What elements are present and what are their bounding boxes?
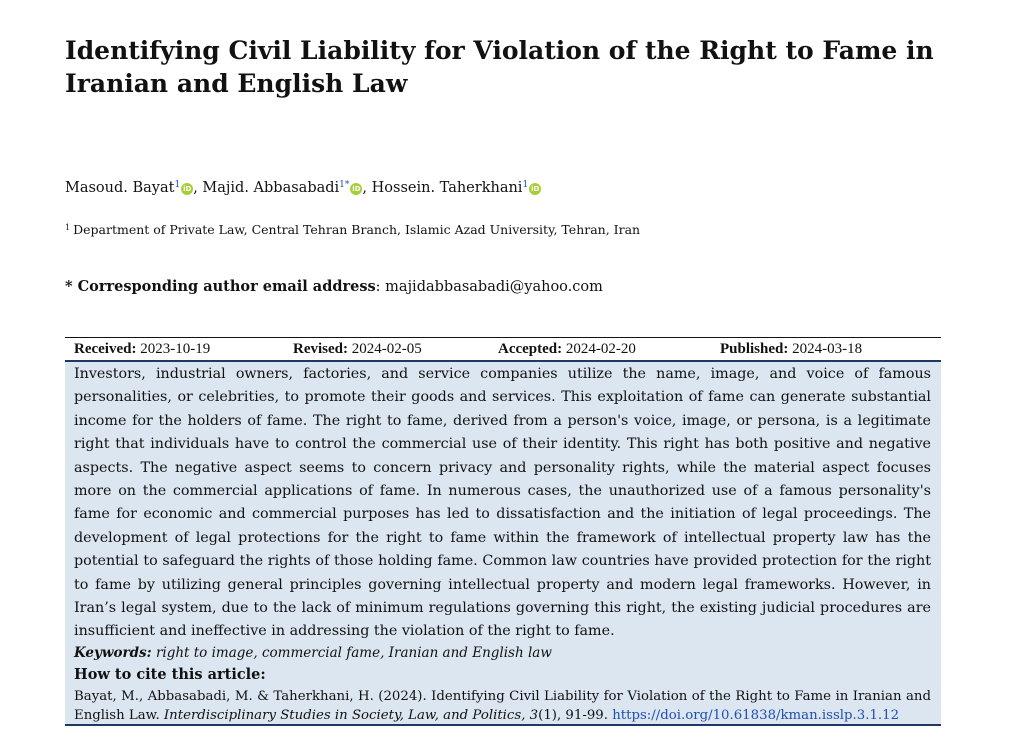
author-list: Masoud. Bayat$^1$ iD , Majid. Abbasabadi$^{1*}$ iD , Hossein. Taherkhani$^1$ iD <box>65 180 540 196</box>
citation <box>74 688 931 725</box>
date-value: 2024-02-05 <box>351 341 422 357</box>
citation-journal: Interdisciplinary Studies in Society, Law, and Politics, 3 <box>163 707 539 723</box>
received-date <box>74 341 210 358</box>
citation-issue-pages: (1), 91-99. <box>538 707 613 723</box>
date-label: Received: <box>74 341 137 357</box>
corresponding-email[interactable]: majidabbasabadi@yahoo.com <box>385 279 603 295</box>
author-name: Hossein. Taherkhani <box>371 180 523 196</box>
corresponding-sep: : <box>375 279 386 295</box>
revised-date <box>293 341 422 358</box>
orcid-icon[interactable]: iD <box>352 185 361 193</box>
corresponding-label: * Corresponding author email address <box>65 278 376 295</box>
orcid-icon[interactable]: iD <box>183 185 192 193</box>
date-label: Accepted: <box>498 341 563 357</box>
corresponding-author <box>65 278 603 295</box>
accepted-date <box>498 341 636 358</box>
date-value: 2024-03-18 <box>792 341 863 357</box>
orcid-icon[interactable]: iD <box>531 185 540 193</box>
date-value: 2024-02-20 <box>565 341 636 357</box>
cite-heading: How to cite this article: <box>74 666 266 683</box>
date-label: Published: <box>720 341 789 357</box>
date-value: 2023-10-19 <box>140 341 211 357</box>
keywords <box>74 645 552 661</box>
date-label: Revised: <box>293 341 348 357</box>
paper-title: Identifying Civil Liability for Violation of the Right to Fame in Iranian and English Law <box>65 36 934 98</box>
abstract-box <box>65 362 941 726</box>
author-name: Majid. Abbasabadi <box>202 180 340 196</box>
affiliation <box>65 222 640 237</box>
published-date <box>720 341 862 358</box>
keywords-list: right to image, commercial fame, Iranian and English law <box>155 645 552 661</box>
author-affiliation-mark: 1* <box>339 180 350 190</box>
author-name: Masoud. Bayat <box>65 180 175 196</box>
affiliation-mark: 1 <box>65 223 71 232</box>
affiliation-text: Department of Private Law, Central Tehran Branch, Islamic Azad University, Tehran, Iran <box>73 222 641 237</box>
abstract-text: Investors, industrial owners, factories, and service companies utilize the name, image, and voice of famous personalities, or celebrities, to promote their goods and services. This exploitation of fame can generate substantial income for the holders of fame. The right to fame, derived from a person's voice, image, or persona, is a legitimate right that individuals have to control the commercial use of their identity. This right has both positive and negative aspects. The negative aspect seems to concern privacy and personality rights, while the material aspect focuses more on the commercial applications of fame. In numerous cases, the unauthorized use of a famous personality's fame for economic and commercial purposes has led to dissatisfaction and the initiation of legal proceedings. The development of legal protections for the right to fame within the framework of intellectual property law has the potential to safeguard the rights of those holding fame. Common law countries have provided protection for the right to fame by utilizing general principles governing intellectual property and modern legal frameworks. However, in Iran’s legal system, due to the lack of minimum regulations governing this right, the existing judicial procedures are insufficient and ineffective in addressing the violation of the right to fame. <box>74 366 931 640</box>
citation-authors-title: Bayat, M., Abbasabadi, M. & Taherkhani, H. (2024). Identifying Civil Liability for Violation of the Right to Fame in Iranian and English Law. <box>74 689 931 723</box>
doi-link[interactable]: https://doi.org/10.61838/kman.isslp.3.1.12 <box>612 707 900 723</box>
author-affiliation-mark: 1 <box>174 180 181 190</box>
author-affiliation-mark: 1 <box>522 180 529 190</box>
article-dates <box>65 337 941 362</box>
keywords-label: Keywords: <box>74 645 152 661</box>
